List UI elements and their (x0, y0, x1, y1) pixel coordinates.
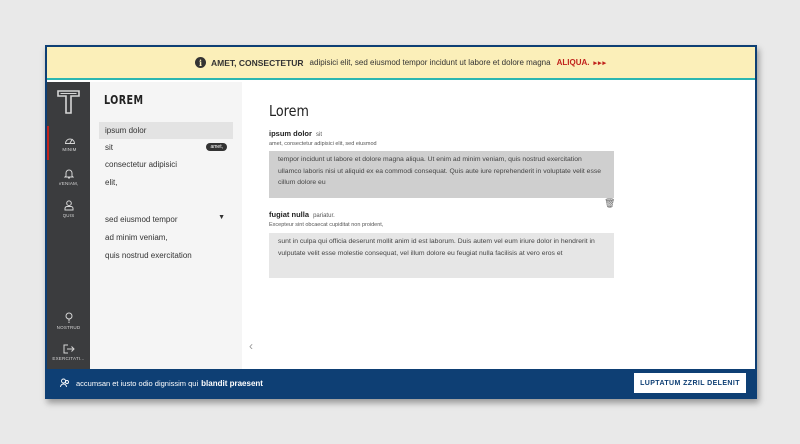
side-item-ad-minim[interactable] (99, 229, 233, 246)
user-icon (64, 200, 74, 211)
app-logo (57, 90, 80, 114)
footer-strong-text: blandit praesent (201, 378, 263, 388)
page-title: Lorem (269, 102, 309, 120)
rail-item-exercitation[interactable] (47, 335, 90, 369)
trash-icon[interactable]: 🗑 (604, 198, 616, 208)
info-icon: i (195, 57, 206, 68)
banner-link[interactable]: ALIQUA. (556, 58, 590, 67)
banner-title: AMET, CONSECTETUR (210, 57, 304, 68)
arrows-icon[interactable]: ▸▸▸ (593, 59, 608, 67)
gauge-icon (64, 135, 76, 145)
rail-item-label: MINIM (62, 146, 77, 152)
rail-item-nostrud[interactable] (47, 304, 90, 338)
nav-rail (47, 82, 90, 369)
side-item-ipsum-dolor[interactable] (99, 122, 233, 139)
bell-icon (64, 168, 74, 179)
text-field-2[interactable]: sunt in culpa qui officia deserunt mollit anim id est laborum. Duis autem vel eum iriure dolor in hendrerit in vulputate velit esse molestie consequat, vel illum dolore eu feugiat nulla facilisis at vero eros et (269, 233, 614, 278)
rail-item-veniam[interactable] (47, 160, 90, 194)
side-item-sed-eiusmod[interactable] (99, 211, 233, 228)
rail-item-minim[interactable] (47, 126, 90, 160)
logout-icon (63, 344, 75, 354)
help-icon (64, 312, 74, 323)
side-item-label: sed eiusmod tempor (105, 215, 178, 224)
users-icon (60, 378, 70, 388)
field-label (269, 210, 335, 219)
side-item-sit[interactable] (99, 139, 233, 156)
side-item-label: ad minim veniam, (105, 233, 168, 242)
rail-item-label: QUIS (62, 213, 75, 218)
announcement-banner (47, 47, 755, 80)
side-item-consectetur[interactable] (99, 156, 233, 173)
side-item-label: sit (105, 143, 113, 152)
caret-down-icon[interactable]: ▼ (218, 214, 225, 221)
rail-item-label: VENIAM, (58, 181, 79, 186)
field-title-text: ipsum dolor (269, 129, 312, 138)
side-panel-title: LOREM (104, 93, 144, 107)
rail-item-label: EXERCITATI... (52, 355, 85, 361)
field-description: Excepteur sint obcaecat cupiditat non proident, (269, 222, 384, 228)
side-item-elit[interactable] (99, 174, 233, 191)
footer-text: accumsan et iusto odio dignissim qui (76, 378, 199, 388)
side-item-label: elit, (105, 178, 118, 187)
field-label (269, 129, 322, 138)
field-title-text: fugiat nulla (269, 210, 309, 219)
collapse-panel-icon[interactable]: ‹ (249, 339, 253, 353)
banner-message: adipisici elit, sed eiusmod tempor incidunt ut labore et dolore magna (309, 58, 551, 67)
text-field-1[interactable]: tempor incidunt ut labore et dolore magna aliqua. Ut enim ad minim veniam, quis nostrud exercitation ullamco laboris nisi ut aliquid ex ea commodi consequat. Quis aute iure reprehenderit in voluptate velit esse cillum dolore eu (269, 151, 614, 198)
field-description: amet, consectetur adipisici elit, sed eiusmod (269, 141, 377, 147)
app-window (45, 45, 757, 399)
side-item-quis-nostrud[interactable] (99, 247, 233, 264)
footer-action-button[interactable]: LUPTATUM ZZRIL DELENIT (634, 373, 746, 393)
rail-item-quis[interactable] (47, 192, 90, 226)
side-item-label: ipsum dolor (105, 126, 147, 135)
side-item-label: quis nostrud exercitation (105, 251, 192, 260)
rail-item-label: NOSTRUD (56, 325, 81, 330)
main-content (269, 82, 755, 369)
side-panel (90, 82, 242, 369)
side-item-label: consectetur adipisici (105, 160, 178, 169)
footer-bar (47, 369, 755, 397)
field-title-suffix: pariatur. (313, 213, 335, 219)
count-badge: amet, (206, 143, 227, 151)
field-title-suffix: sit (316, 132, 323, 138)
